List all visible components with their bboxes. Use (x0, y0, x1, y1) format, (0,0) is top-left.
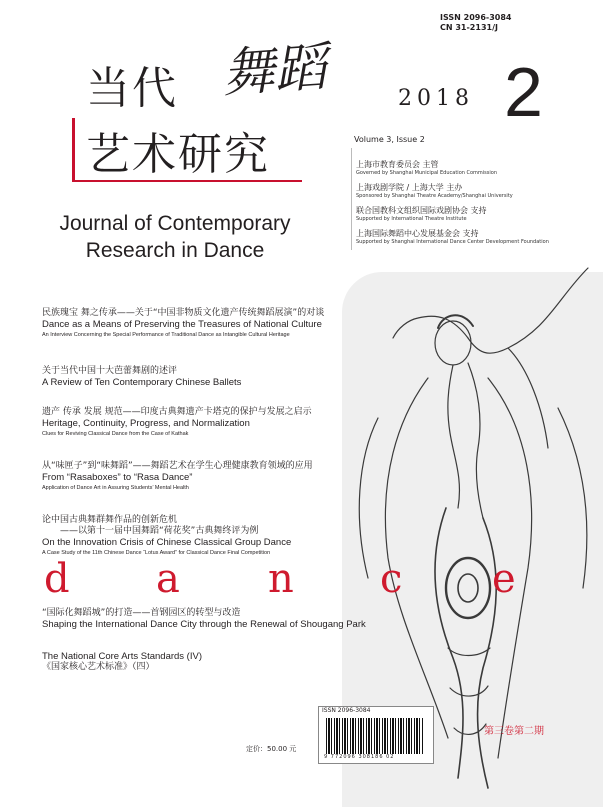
article-en: The National Core Arts Standards (IV) (42, 651, 202, 662)
article-sub: A Case Study of the 11th Chinese Dance “Lotus Award” for Classical Dance Final Competition (42, 550, 271, 556)
volume: Volume 3, Issue 2 (354, 135, 425, 144)
dance-letter: c (380, 556, 403, 602)
org-item (356, 183, 513, 200)
org-item (356, 229, 549, 246)
org-cn: 联合国教科文组织国际戏剧协会 支持 (356, 206, 487, 215)
article-cn: 民族瑰宝 舞之传承——关于“中国非物质文化遗产传统舞蹈展演”的对谈 (42, 308, 325, 318)
article-cn: 《国家核心艺术标准》（四） (42, 662, 155, 672)
article-cn: 从“味匣子”到“味舞蹈”——舞蹈艺术在学生心理健康教育领域的应用 (42, 461, 313, 471)
article-item (42, 608, 412, 630)
article-cn: “国际化舞蹈城”的打造——首钢园区的转型与改造 (42, 608, 241, 618)
barcode-bars (326, 718, 424, 754)
title-cn-calligraphy: 舞蹈 (220, 37, 329, 105)
article-item (42, 515, 412, 559)
barcode-issn: ISSN 2096-3084 (322, 707, 371, 714)
article-item (42, 651, 412, 673)
org-en: Supported by International Theatre Institute (356, 216, 467, 222)
dance-letter: d (44, 556, 70, 602)
org-en: Sponsored by Shanghai Theatre Academy/Shanghai University (356, 193, 513, 199)
title-cn-part2: 艺术研究 (86, 129, 270, 180)
title-en-line1: Journal of Contemporary (59, 212, 291, 235)
article-item (42, 461, 412, 494)
title-red-line (72, 118, 75, 180)
org-en: Governed by Shanghai Municipal Education Commission (356, 170, 498, 176)
article-cn-subtitle: ——以第十一届中国舞蹈“荷花奖”古典舞终评为例 (60, 526, 259, 536)
article-en: Shaping the International Dance City through the Renewal of Shougang Park (42, 619, 366, 630)
title-en-line2: Research in Dance (85, 239, 265, 262)
issn-block (440, 13, 511, 33)
dance-wordmark (44, 556, 603, 602)
article-en: On the Innovation Crisis of Chinese Classical Group Dance (42, 537, 292, 548)
org-divider (351, 148, 352, 250)
article-en: From “Rasaboxes” to “Rasa Dance” (42, 472, 193, 483)
dance-letter: n (268, 556, 294, 602)
org-item (356, 206, 487, 223)
article-sub: An Interview Concerning the Special Performance of Traditional Dance as Intangible Cultural Heritage (42, 332, 290, 338)
cn-line: CN 31-2131/J (440, 23, 498, 32)
org-en: Supported by Shanghai International Dance Center Development Foundation (356, 239, 549, 245)
org-cn: 上海戏剧学院 / 上海大学 主办 (356, 183, 463, 192)
article-cn: 论中国古典舞群舞作品的创新危机 (42, 515, 178, 525)
price: 定价：50.00 元 (246, 745, 297, 753)
year: 2018 (398, 86, 474, 111)
barcode-number: 9 772096 308186 02 (324, 754, 395, 760)
period-label: 第三卷第二期 (484, 726, 544, 737)
dance-letter: a (156, 556, 180, 602)
article-en: Heritage, Continuity, Progress, and Normalization (42, 418, 250, 429)
title-cn-part1: 当代 (86, 63, 178, 114)
org-item (356, 160, 497, 177)
article-cn: 关于当代中国十大芭蕾舞剧的述评 (42, 366, 178, 376)
issue-number: 2 (504, 53, 543, 131)
article-item (42, 308, 412, 341)
article-sub: Clues for Reviving Classical Dance from the Case of Kathak (42, 431, 189, 437)
title-en (52, 210, 298, 264)
article-item (42, 366, 412, 388)
article-en: A Review of Ten Contemporary Chinese Ballets (42, 377, 242, 388)
article-cn: 遗产 传承 发展 规范——印度古典舞遗产卡塔克的保护与发展之启示 (42, 407, 312, 417)
article-en: Dance as a Means of Preserving the Treasures of National Culture (42, 319, 322, 330)
article-item (42, 407, 412, 440)
org-cn: 上海市教育委员会 主管 (356, 160, 439, 169)
issn-line: ISSN 2096-3084 (440, 13, 512, 22)
dance-letter: e (492, 556, 516, 602)
org-cn: 上海国际舞蹈中心发展基金会 支持 (356, 229, 479, 238)
article-sub: Application of Dance Art in Assuring Students’ Mental Health (42, 485, 189, 491)
